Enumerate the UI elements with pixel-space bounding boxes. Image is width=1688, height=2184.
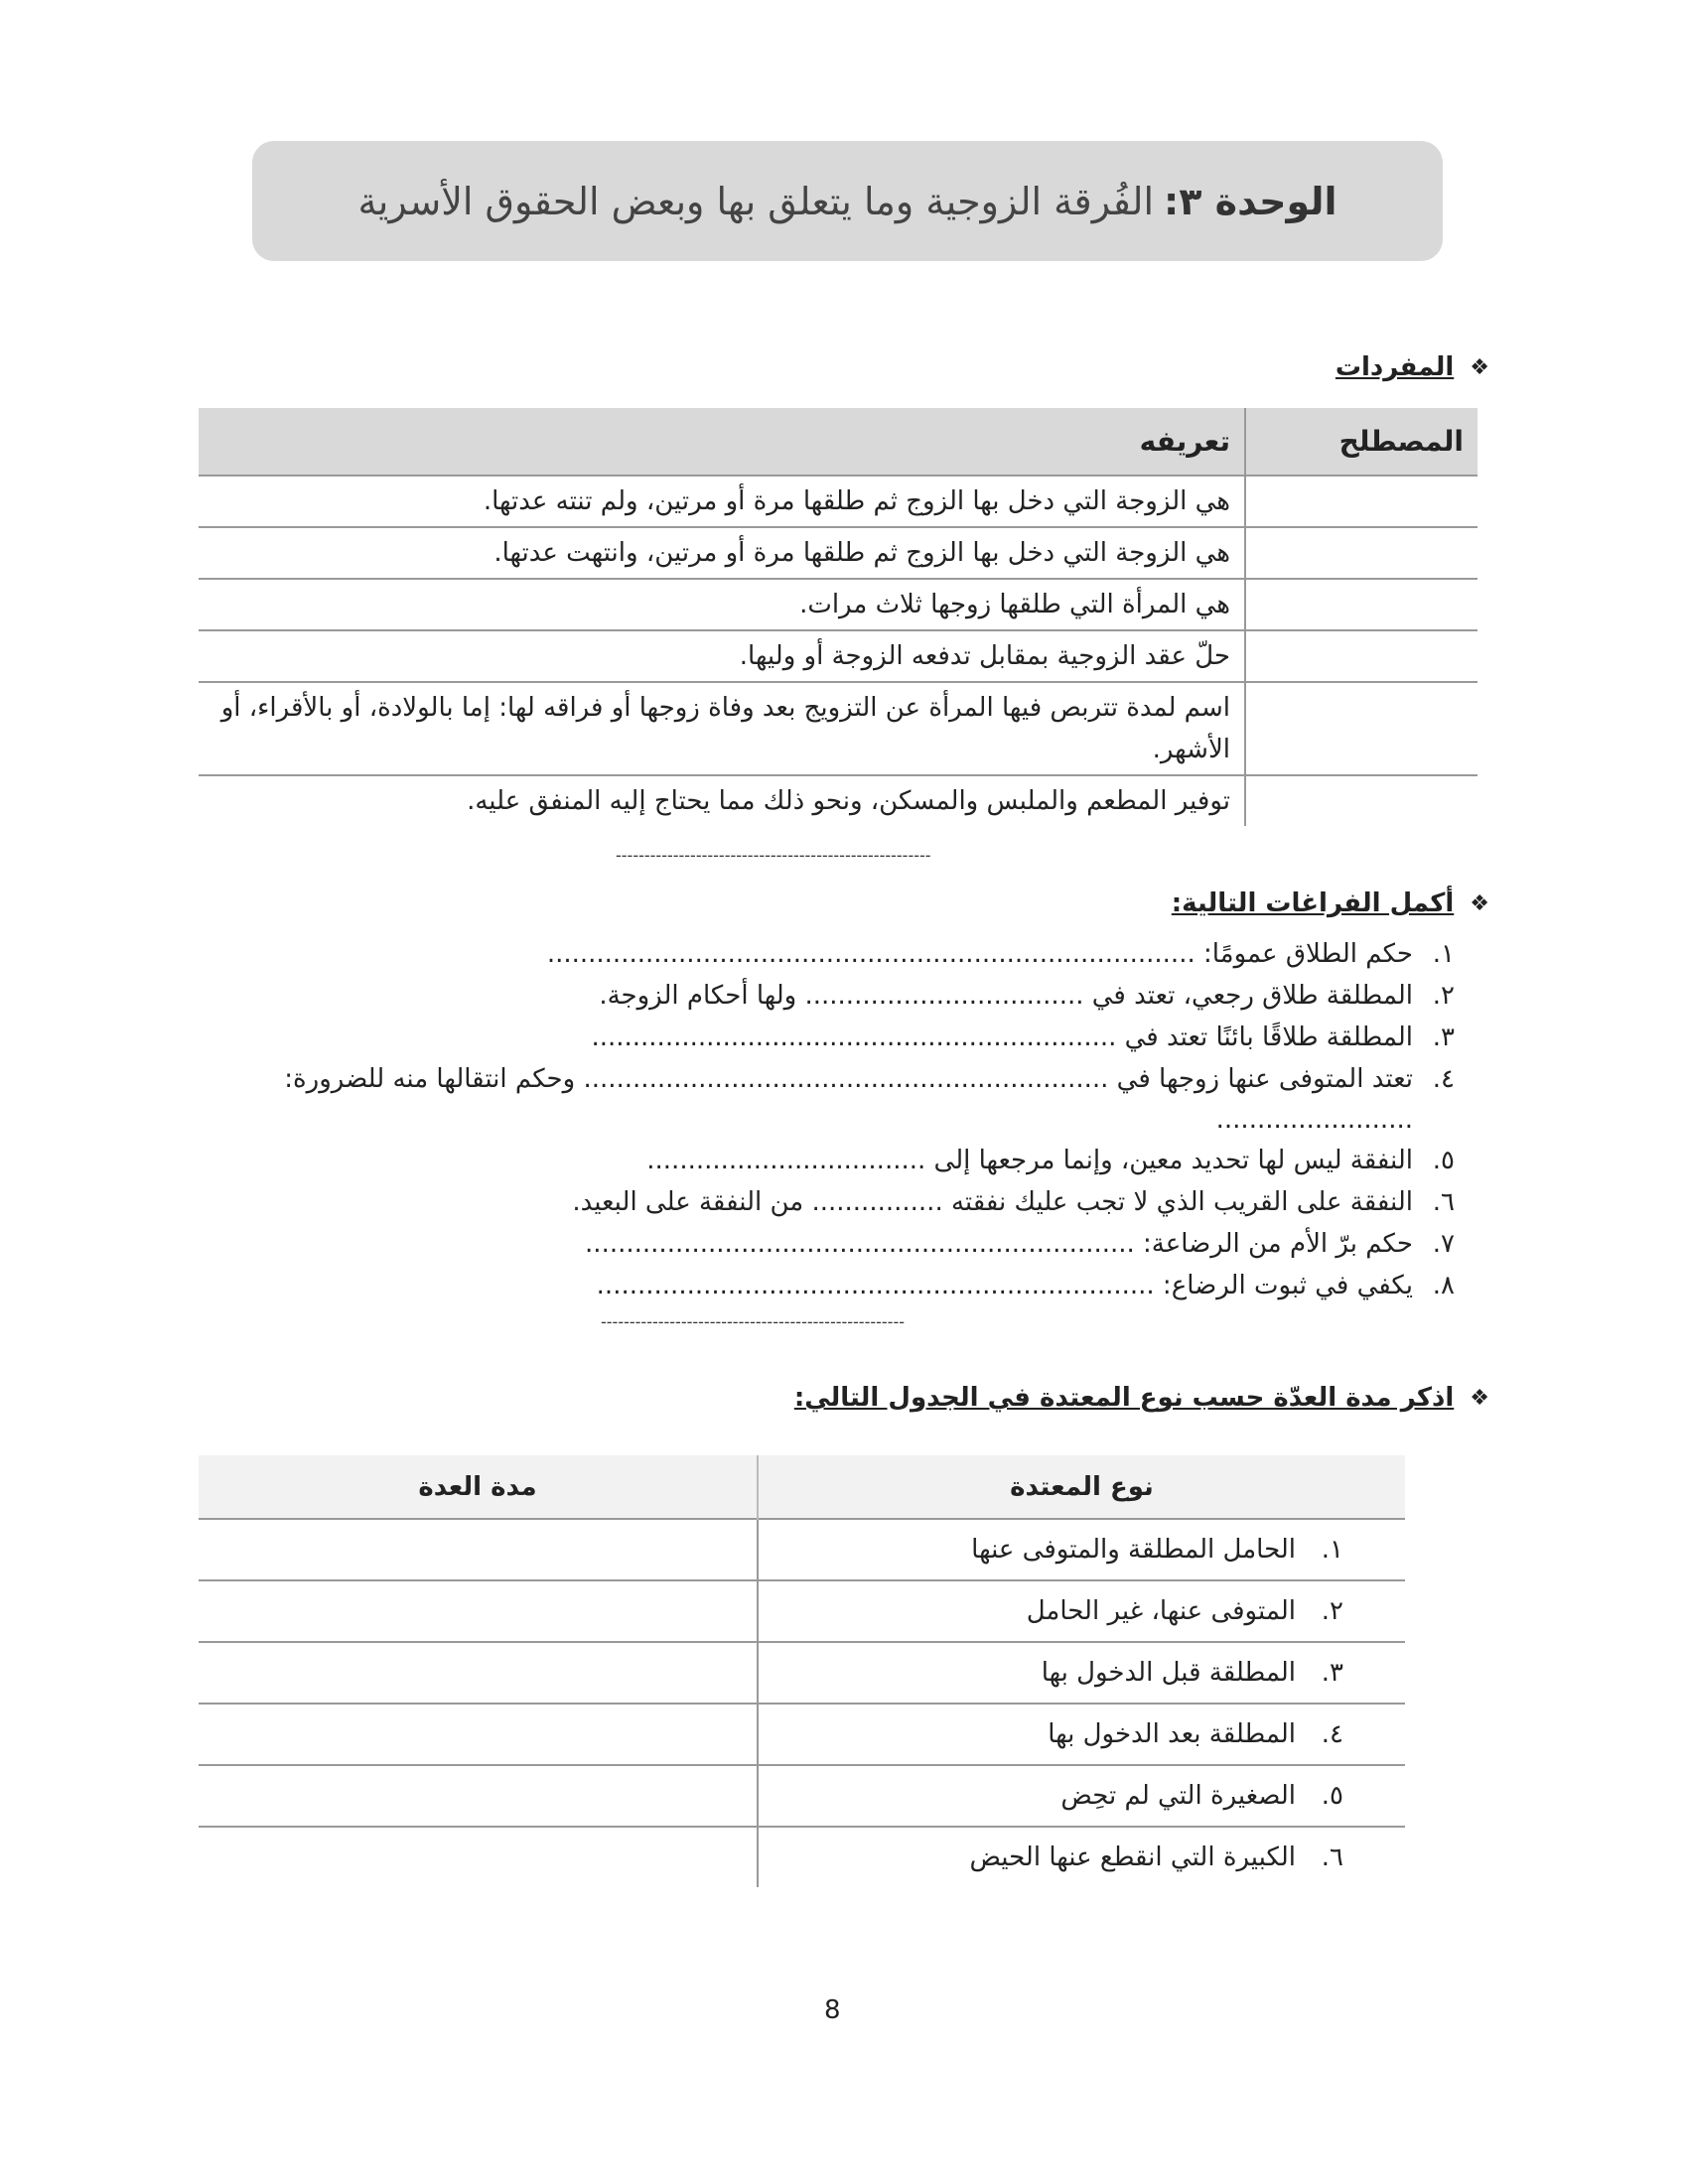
vocab-row <box>199 579 1477 630</box>
duration-cell[interactable] <box>199 1827 758 1887</box>
item-number: ١. <box>1432 939 1455 969</box>
type-cell <box>758 1704 1405 1765</box>
fill-item[interactable] <box>164 1017 1455 1058</box>
fill-item[interactable] <box>164 1058 1455 1100</box>
col-definition: تعريفه <box>199 408 1245 476</box>
vocab-heading-label: المفردات <box>1335 352 1455 382</box>
item-text: يكفي في ثبوت الرضاع: .................................................................... <box>596 1271 1413 1300</box>
type-cell <box>758 1642 1405 1704</box>
term-cell[interactable] <box>1245 775 1477 826</box>
fill-item[interactable] <box>164 1265 1455 1306</box>
type-text: المتوفى عنها، غير الحامل <box>1026 1596 1296 1626</box>
type-cell <box>758 1827 1405 1887</box>
fill-blanks-list <box>164 933 1455 1306</box>
term-cell[interactable] <box>1245 476 1477 527</box>
iddah-row <box>199 1519 1405 1580</box>
diamond-bullet-icon: ❖ <box>1470 890 1489 916</box>
item-number: ٨. <box>1432 1271 1455 1300</box>
row-number: ١. <box>1321 1535 1343 1565</box>
iddah-heading-label: اذكر مدة العدّة حسب نوع المعتدة في الجدول التالي: <box>793 1383 1455 1413</box>
item-text: تعتد المتوفى عنها زوجها في ................................................................ وحكم انتقالها منه للضرورة: <box>284 1064 1413 1094</box>
fill-item-continuation[interactable]: ........................ <box>1215 1105 1413 1135</box>
item-number: ٧. <box>1432 1229 1455 1259</box>
iddah-row <box>199 1704 1405 1765</box>
vocab-heading <box>1336 352 1489 382</box>
row-number: ٣. <box>1321 1658 1343 1688</box>
definition-cell: هي المرأة التي طلقها زوجها ثلاث مرات. <box>199 579 1245 630</box>
unit-title-box <box>252 141 1443 261</box>
fill-item[interactable] <box>164 933 1455 975</box>
fill-heading-label: أكمل الفراغات التالية: <box>1171 888 1455 918</box>
fill-item[interactable] <box>164 1223 1455 1265</box>
row-number: ٦. <box>1321 1843 1343 1872</box>
col-type: نوع المعتدة <box>758 1455 1405 1519</box>
duration-cell[interactable] <box>199 1704 758 1765</box>
vocab-row <box>199 630 1477 682</box>
type-text: الكبيرة التي انقطع عنها الحيض <box>969 1843 1296 1872</box>
item-text: حكم برّ الأم من الرضاعة: ................................................................... <box>585 1229 1413 1259</box>
type-text: المطلقة بعد الدخول بها <box>1048 1719 1296 1749</box>
duration-cell[interactable] <box>199 1642 758 1704</box>
definition-cell: حلّ عقد الزوجية بمقابل تدفعه الزوجة أو وليها. <box>199 630 1245 682</box>
fill-item[interactable] <box>164 1181 1455 1223</box>
vocab-table <box>199 408 1477 826</box>
definition-cell: اسم لمدة تتربص فيها المرأة عن التزويج بعد وفاة زوجها أو فراقه لها: إما بالولادة، أو بالأقراء، أو الأشهر. <box>199 682 1245 775</box>
page-number: 8 <box>824 1995 841 2025</box>
vocab-row <box>199 476 1477 527</box>
fill-item[interactable] <box>164 975 1455 1017</box>
vocab-row <box>199 527 1477 579</box>
duration-cell[interactable] <box>199 1519 758 1580</box>
iddah-table <box>199 1455 1405 1887</box>
iddah-row <box>199 1765 1405 1827</box>
divider: ----------------------------------------------------- <box>601 1312 905 1331</box>
item-number: ٢. <box>1432 981 1455 1011</box>
diamond-bullet-icon: ❖ <box>1470 354 1489 380</box>
duration-cell[interactable] <box>199 1580 758 1642</box>
fill-heading <box>1172 888 1489 918</box>
item-number: ٦. <box>1432 1187 1455 1217</box>
term-cell[interactable] <box>1245 579 1477 630</box>
item-text: النفقة ليس لها تحديد معين، وإنما مرجعها إلى .................................. <box>646 1146 1413 1175</box>
term-cell[interactable] <box>1245 682 1477 775</box>
duration-cell[interactable] <box>199 1765 758 1827</box>
definition-cell: هي الزوجة التي دخل بها الزوج ثم طلقها مرة أو مرتين، وانتهت عدتها. <box>199 527 1245 579</box>
iddah-row <box>199 1580 1405 1642</box>
definition-cell: هي الزوجة التي دخل بها الزوج ثم طلقها مرة أو مرتين، ولم تنته عدتها. <box>199 476 1245 527</box>
col-term: المصطلح <box>1245 408 1477 476</box>
fill-item[interactable] <box>164 1140 1455 1181</box>
row-number: ٢. <box>1321 1596 1343 1626</box>
iddah-row <box>199 1642 1405 1704</box>
definition-cell: توفير المطعم والملبس والمسكن، ونحو ذلك مما يحتاج إليه المنفق عليه. <box>199 775 1245 826</box>
item-number: ٣. <box>1432 1023 1455 1052</box>
vocab-row <box>199 682 1477 775</box>
type-text: الصغيرة التي لم تحِض <box>1060 1781 1296 1811</box>
item-number: ٥. <box>1432 1146 1455 1175</box>
diamond-bullet-icon: ❖ <box>1470 1385 1489 1411</box>
item-number: ٤. <box>1432 1064 1455 1094</box>
type-cell <box>758 1765 1405 1827</box>
term-cell[interactable] <box>1245 630 1477 682</box>
iddah-heading <box>794 1383 1489 1413</box>
col-duration: مدة العدة <box>199 1455 758 1519</box>
item-text: المطلقة طلاقًا بائنًا تعتد في ................................................................ <box>591 1023 1413 1052</box>
term-cell[interactable] <box>1245 527 1477 579</box>
type-text: الحامل المطلقة والمتوفى عنها <box>971 1535 1296 1565</box>
row-number: ٥. <box>1321 1781 1343 1811</box>
type-text: المطلقة قبل الدخول بها <box>1041 1658 1296 1688</box>
item-text: حكم الطلاق عمومًا: ............................................................................... <box>546 939 1413 969</box>
item-text: النفقة على القريب الذي لا تجب عليك نفقته ................ من النفقة على البعيد. <box>572 1187 1413 1217</box>
iddah-row <box>199 1827 1405 1887</box>
type-cell <box>758 1580 1405 1642</box>
item-text: المطلقة طلاق رجعي، تعتد في .................................. ولها أحكام الزوجة. <box>599 981 1413 1011</box>
vocab-row <box>199 775 1477 826</box>
unit-title: الفُرقة الزوجية وما يتعلق بها وبعض الحقوق الأسرية <box>357 179 1155 223</box>
row-number: ٤. <box>1321 1719 1343 1749</box>
unit-number: الوحدة ٣: <box>1164 179 1337 223</box>
type-cell <box>758 1519 1405 1580</box>
divider: ------------------------------------------------------- <box>616 846 931 865</box>
